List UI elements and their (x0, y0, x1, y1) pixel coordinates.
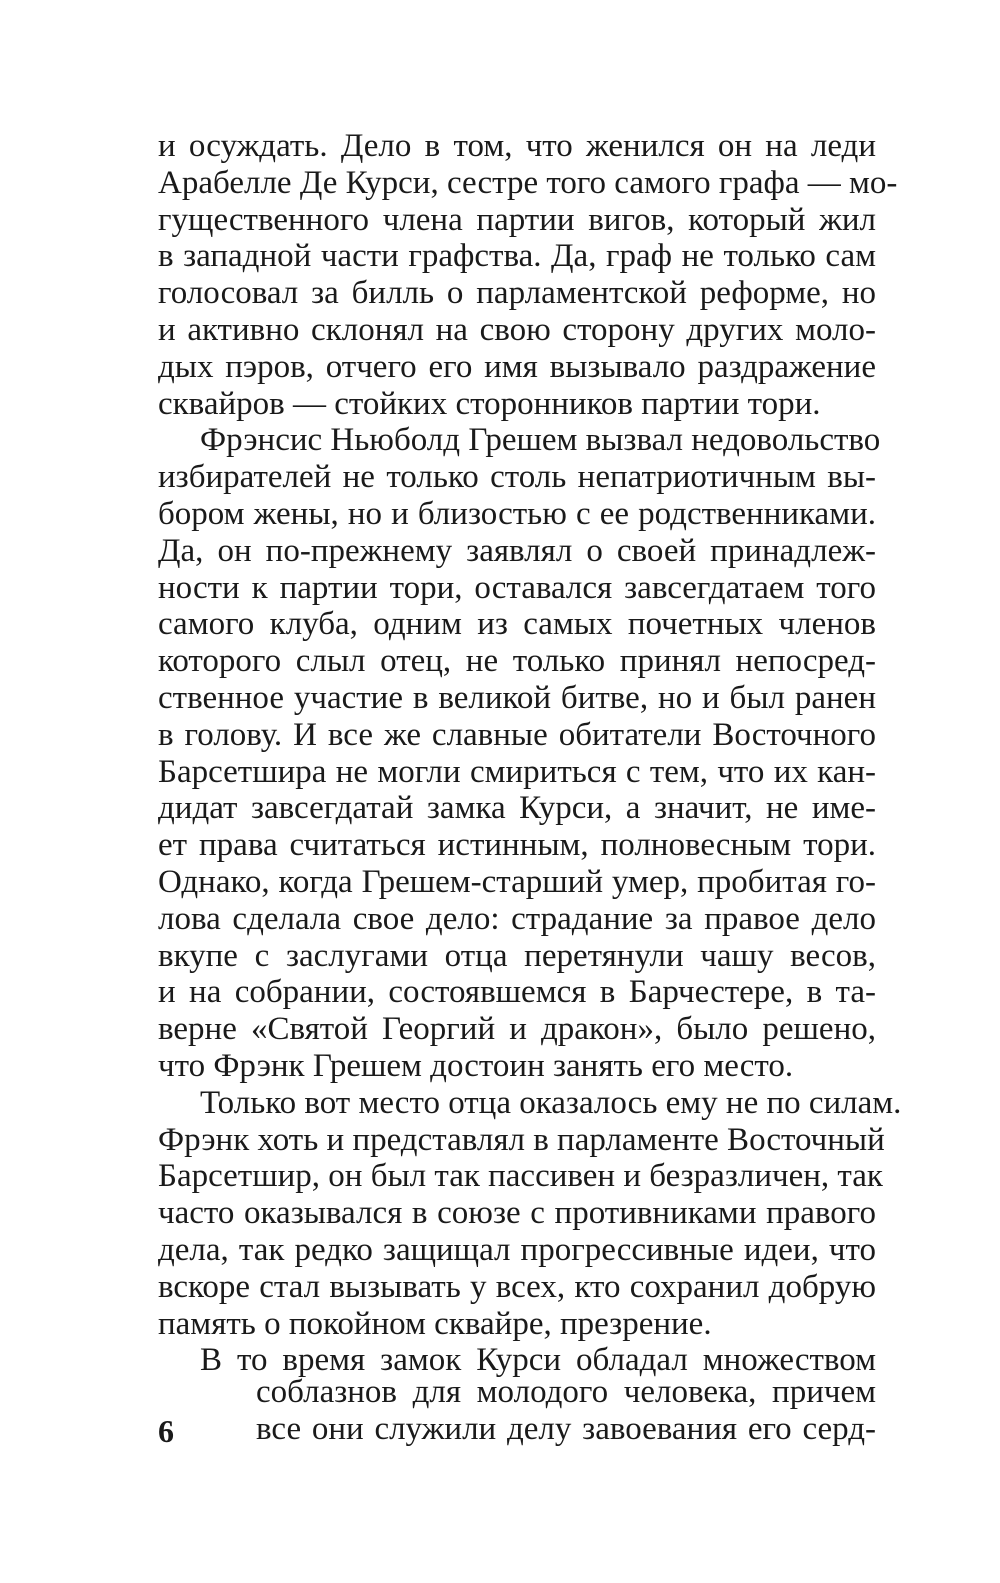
text-line: в голову. И все же славные обитатели Восточного (158, 716, 876, 753)
page-number: 6 (158, 1413, 174, 1449)
text-line: вскоре стал вызывать у всех, кто сохранил добрую (158, 1268, 876, 1305)
text-line: Барсетшира не могли смириться с тем, что их кан- (158, 753, 876, 790)
body-text (158, 128, 902, 1379)
text-line: Арабелле Де Курси, сестре того самого графа — мо- (158, 164, 898, 201)
text-line: В то время замок Курси обладал множеством (200, 1342, 876, 1379)
body-text-tail (256, 1374, 876, 1448)
text-line: самого клуба, одним из самых почетных членов (158, 606, 876, 643)
text-line: голосовал за билль о парламентской реформе, но (158, 275, 876, 312)
text-line: которого слыл отец, не только принял непосред- (158, 643, 876, 680)
text-line: часто оказывался в союзе с противниками правого (158, 1195, 876, 1232)
text-line: бором жены, но и близостью с ее родственниками. (158, 495, 876, 532)
text-line: и активно склонял на свою сторону других моло- (158, 311, 876, 348)
text-line: ности к партии тори, оставался завсегдатаем того (158, 569, 876, 606)
text-line: все они служили делу завоевания его серд- (256, 1410, 876, 1447)
text-line: что Фрэнк Грешем достоин занять его место. (158, 1047, 794, 1084)
text-line: сквайров — стойких сторонников партии тори. (158, 385, 821, 422)
text-line: Фрэнсис Ньюболд Грешем вызвал недовольство (200, 422, 881, 459)
text-line: Фрэнк хоть и представлял в парламенте Восточный (158, 1121, 885, 1158)
text-line: Да, он по-прежнему заявлял о своей принадлеж- (158, 532, 876, 569)
text-line: в западной части графства. Да, граф не только сам (158, 238, 876, 275)
text-line: и осуждать. Дело в том, что женился он на леди (158, 128, 876, 164)
text-line: Только вот место отца оказалось ему не по силам. (200, 1084, 902, 1121)
text-line: лова сделала свое дело: страдание за правое дело (158, 900, 876, 937)
text-line: дидат завсегдатай замка Курси, а значит, не име- (158, 790, 876, 827)
text-line: дела, так редко защищал прогрессивные идеи, что (158, 1231, 876, 1268)
text-line: дых пэров, отчего его имя вызывало раздражение (158, 348, 876, 385)
text-line: вкупе с заслугами отца перетянули чашу весов, (158, 937, 876, 974)
text-line: и на собрании, состоявшемся в Барчестере, в та- (158, 974, 876, 1011)
text-line: Однако, когда Грешем-старший умер, пробитая го- (158, 863, 876, 900)
text-line: память о покойном сквайре, презрение. (158, 1305, 712, 1342)
text-line: верне «Святой Георгий и дракон», было решено, (158, 1011, 876, 1048)
text-line: ет права считаться истинным, полновесным тори. (158, 827, 876, 864)
text-line: избирателей не только столь непатриотичным вы- (158, 459, 876, 496)
text-line: гущественного члена партии вигов, который жил (158, 201, 876, 238)
text-line: ственное участие в великой битве, но и был ранен (158, 679, 876, 716)
text-line: соблазнов для молодого человека, причем (256, 1374, 876, 1410)
text-line: Барсетшир, он был так пассивен и безразличен, так (158, 1158, 883, 1195)
